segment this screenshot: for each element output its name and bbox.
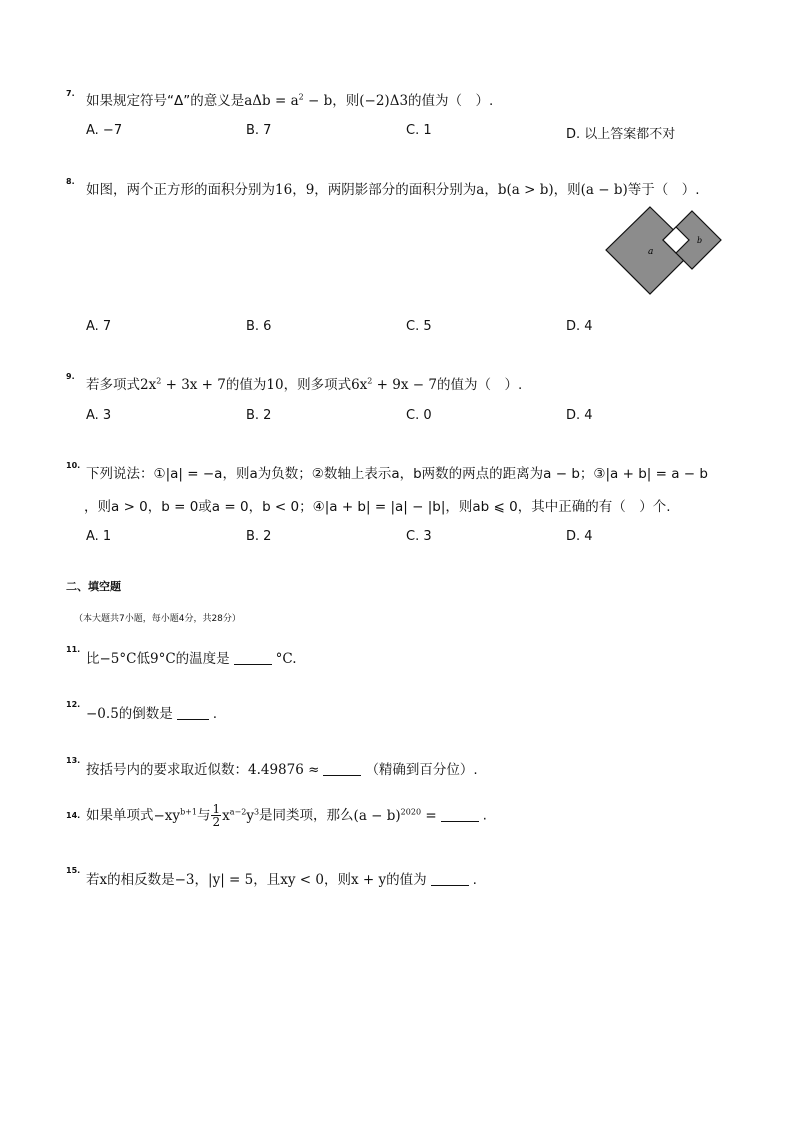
q8-math-1: 16 <box>275 182 293 198</box>
q14-text-c: 是同类项，那么 <box>259 807 354 824</box>
q10-option-c: C. 3 <box>406 529 432 544</box>
q9-math-3-rest: + 9x − 7 <box>372 377 437 393</box>
q15-text-c: ， <box>194 872 209 888</box>
q8-option-c: C. 5 <box>406 319 432 334</box>
q15-math-4: xy < 0 <box>280 872 324 888</box>
q14-text-d: . <box>482 807 487 824</box>
answer-blank[interactable] <box>177 707 209 720</box>
q7-text-b: ，则 <box>332 93 360 109</box>
q15-text-e: ，则 <box>323 872 351 888</box>
q11-text-a: 比 <box>86 651 100 667</box>
q14-math-4-base: (a − b) <box>353 807 401 824</box>
q14-text-a: 如果单项式 <box>86 807 154 824</box>
q10-option-b: B. 2 <box>246 529 272 544</box>
q7-text-c: 的值为（ ）. <box>408 93 494 109</box>
q9-math-3 <box>351 377 437 393</box>
q14-math-3-sup: 3 <box>253 807 260 816</box>
q9-text-b: 的值为 <box>225 377 267 393</box>
section-title: 二、填空题 <box>66 580 121 593</box>
q13-text-a: 按括号内的要求取近似数： <box>86 762 248 778</box>
q9-math-2: 10 <box>266 377 284 393</box>
q9-text-a: 若多项式 <box>86 377 140 393</box>
q9-text-d: 的值为（ ）. <box>436 377 523 393</box>
q12-text-a: 的倒数是 <box>118 706 173 722</box>
q9-option-c: C. 0 <box>406 408 432 423</box>
question-number-15: 15. <box>66 866 81 875</box>
q9-math-3-sup: 2 <box>367 376 373 386</box>
q15-text-b: 的相反数是 <box>107 872 175 888</box>
q14-math-2-base: x <box>222 807 230 824</box>
question-number-14: 14. <box>66 811 81 820</box>
q8-math-4: b(a > b) <box>497 182 554 198</box>
q11-math-1: −5°C <box>99 651 137 667</box>
q11-text-b: 低 <box>136 651 150 667</box>
q14-math-1-sup: b+1 <box>180 807 197 816</box>
question-number-7: 7. <box>66 89 75 98</box>
q14-math-5: = <box>421 807 437 824</box>
question-number-13: 13. <box>66 756 81 765</box>
question-14-stem <box>86 803 487 828</box>
q10-option-a: A. 1 <box>86 529 112 544</box>
q11-text-c: 的温度是 <box>175 651 230 667</box>
q14-math-2 <box>222 808 259 824</box>
question-10-line-1: 下列说法：①|a| = −a，则a为负数；②数轴上表示a，b两数的两点的距离为a − b；③|a + b| = a − b <box>86 466 708 482</box>
question-10-line-2: ，则a > 0，b = 0或a = 0，b < 0；④|a + b| = |a| − |b|，则ab ⩽ 0，其中正确的有（ ）个. <box>84 499 671 515</box>
q14-math-1 <box>154 808 197 824</box>
answer-blank[interactable] <box>234 652 272 665</box>
q8-option-b: B. 6 <box>246 319 272 334</box>
q10-option-d: D. 4 <box>566 529 593 544</box>
q14-text-b: 与 <box>196 807 211 824</box>
q7-math-2: (−2)Δ3 <box>359 93 409 109</box>
q9-math-1-sup: 2 <box>156 376 162 386</box>
question-number-8: 8. <box>66 177 75 186</box>
q7-math-1-sup: 2 <box>298 92 304 102</box>
q9-math-1-base: 2x <box>140 377 157 393</box>
q11-unit: °C. <box>275 651 297 667</box>
q8-text-f: 等于（ ）. <box>627 182 700 198</box>
q8-text-c: ，两阴影部分的面积分别为 <box>314 182 477 198</box>
q9-math-1-rest: + 3x + 7 <box>161 377 226 393</box>
fraction-numerator: 1 <box>212 802 221 816</box>
q9-option-a: A. 3 <box>86 408 112 423</box>
q8-text-b: ， <box>292 182 306 198</box>
q7-option-a: A. −7 <box>86 123 123 138</box>
fraction <box>211 803 221 828</box>
section-note: （本大题共7小题，每小题4分，共28分） <box>74 614 241 624</box>
q14-math-3-base: y <box>246 807 254 824</box>
q15-text-d: ，且 <box>253 872 281 888</box>
q8-text-a: 如图，两个正方形的面积分别为 <box>86 182 275 198</box>
q14-math-4 <box>354 808 437 824</box>
q14-math-1-base: −xy <box>153 807 181 824</box>
question-number-11: 11. <box>66 645 81 654</box>
q8-text-d: ， <box>484 182 498 198</box>
q15-math-3: |y| = 5 <box>208 872 254 888</box>
shaded-label-a: a <box>648 247 654 257</box>
question-number-12: 12. <box>66 700 81 709</box>
q8-math-5: (a − b) <box>580 182 628 198</box>
q8-text-e: ，则 <box>553 182 581 198</box>
shaded-label-b: b <box>697 236 703 245</box>
q13-math-1: 4.49876 ≈ <box>248 762 320 778</box>
question-number-10: 10. <box>66 461 81 470</box>
q7-math-1-rest: − b <box>303 93 333 109</box>
question-8-stem <box>86 178 700 198</box>
q12-math-1: −0.5 <box>86 706 119 722</box>
q11-math-2: 9°C <box>149 651 176 667</box>
answer-blank[interactable] <box>441 809 479 822</box>
fraction-denominator: 2 <box>212 815 221 829</box>
answer-blank[interactable] <box>323 763 361 776</box>
q13-text-b: （精确到百分位）. <box>365 762 478 778</box>
q8-math-3: a <box>476 182 485 198</box>
q15-text-g: . <box>472 872 477 888</box>
question-12-stem <box>86 702 217 722</box>
q7-option-d: D. 以上答案都不对 <box>566 127 676 142</box>
q8-option-a: A. 7 <box>86 319 112 334</box>
q14-math-4-sup: 2020 <box>400 807 422 816</box>
q7-option-b: B. 7 <box>246 123 272 138</box>
q9-option-d: D. 4 <box>566 408 593 423</box>
q8-option-d: D. 4 <box>566 319 593 334</box>
question-11-stem <box>86 647 297 667</box>
q9-math-3-base: 6x <box>351 377 368 393</box>
q7-math-1-base: aΔb = a <box>244 93 299 109</box>
q9-text-c: ，则多项式 <box>283 377 352 393</box>
q15-math-5: x + y <box>350 872 387 888</box>
q15-text-a: 若 <box>86 872 100 888</box>
q15-math-2: −3 <box>174 872 195 888</box>
question-9-stem <box>86 373 522 393</box>
q7-math-1 <box>244 93 332 109</box>
q12-text-b: . <box>212 706 218 722</box>
question-7-stem <box>86 89 493 109</box>
question-13-stem <box>86 758 478 778</box>
q7-option-c: C. 1 <box>406 123 432 138</box>
question-15-stem <box>86 868 477 888</box>
q7-text-a: 如果规定符号“Δ”的意义是 <box>86 93 245 109</box>
question-number-9: 9. <box>66 372 75 381</box>
q9-option-b: B. 2 <box>246 408 272 423</box>
q14-math-2-sup: a−2 <box>229 807 247 816</box>
q9-math-1 <box>140 377 226 393</box>
q15-text-f: 的值为 <box>386 872 427 888</box>
two-squares-figure <box>600 200 730 300</box>
answer-blank[interactable] <box>431 873 469 886</box>
q15-math-1: x <box>99 872 108 888</box>
q8-math-2: 9 <box>305 182 315 198</box>
